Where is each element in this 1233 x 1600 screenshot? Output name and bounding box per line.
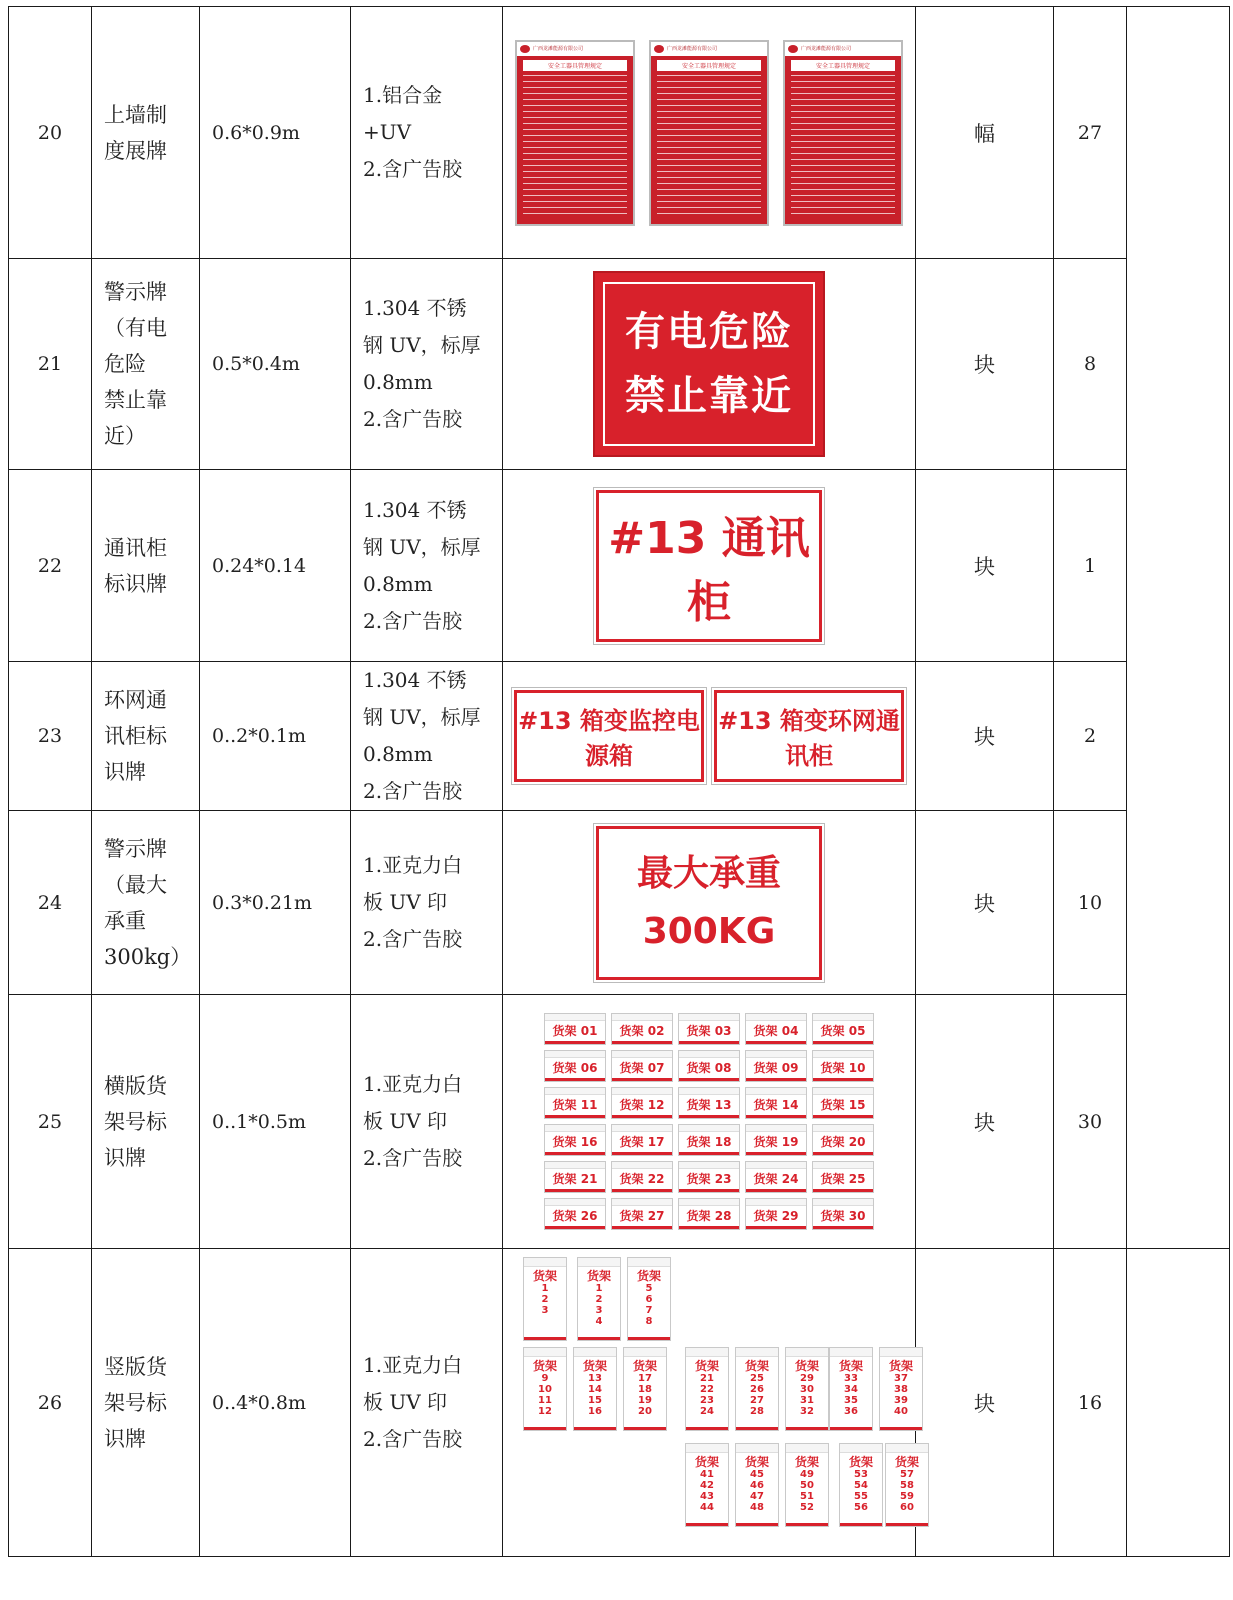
- item-material: 1.亚克力白 板 UV 印 2.含广告胶: [351, 995, 503, 1249]
- company-logo-icon: [520, 45, 530, 53]
- shelf-label: 货架 02: [611, 1013, 673, 1045]
- item-image: [503, 1249, 919, 1557]
- regulation-panel: 广西龙滩能源有限公司 安全工器具管理规定: [515, 40, 635, 226]
- shelf-label: 货架 27: [611, 1198, 673, 1230]
- shelf-label: 货架 04: [745, 1013, 807, 1045]
- regulation-panel: 广西龙滩能源有限公司 安全工器具管理规定: [649, 40, 769, 226]
- warning-plate-electric: 有电危险 禁止靠近: [593, 271, 825, 457]
- shelf-label: 货架 23: [678, 1161, 740, 1193]
- item-name: 横版货 架号标 识牌: [92, 995, 200, 1249]
- row-number: 26: [9, 1249, 92, 1557]
- item-name: 环网通 讯柜标 识牌: [92, 662, 200, 811]
- item-quantity: 27: [1054, 7, 1127, 259]
- item-image: [503, 470, 916, 662]
- shelf-label: 货架 07: [611, 1050, 673, 1082]
- shelf-label: 货架 15: [812, 1087, 874, 1119]
- shelf-label: 货架 25: [812, 1161, 874, 1193]
- shelf-label: 货架 17: [611, 1124, 673, 1156]
- box-ring-network-plate: #13 箱变环网通讯柜: [714, 690, 904, 782]
- item-image: [503, 995, 916, 1249]
- shelf-label: 货架 29: [745, 1198, 807, 1230]
- vertical-shelf-sign: 货架 57 58 59 60: [885, 1443, 929, 1527]
- row-number: 25: [9, 995, 92, 1249]
- vertical-shelf-sign: 货架 9 10 11 12: [523, 1347, 567, 1431]
- item-unit: 块: [916, 662, 1054, 811]
- row-number: 24: [9, 811, 92, 995]
- shelf-label: 货架 14: [745, 1087, 807, 1119]
- item-image: [503, 7, 916, 259]
- item-size: 0.5*0.4m: [200, 259, 351, 470]
- item-unit: 块: [916, 811, 1054, 995]
- item-unit: 块: [916, 259, 1054, 470]
- shelf-label: 货架 28: [678, 1198, 740, 1230]
- table-row: [9, 662, 1230, 811]
- shelf-label: 货架 19: [745, 1124, 807, 1156]
- shelf-label: 货架 26: [544, 1198, 606, 1230]
- shelf-label: 货架 20: [812, 1124, 874, 1156]
- regulation-panel: 广西龙滩能源有限公司 安全工器具管理规定: [783, 40, 903, 226]
- vertical-shelf-sign: 货架 1 2 3: [523, 1257, 567, 1341]
- shelf-label: 货架 05: [812, 1013, 874, 1045]
- item-image: [503, 259, 916, 470]
- item-image: [503, 811, 916, 995]
- vertical-shelf-sign: 货架 17 18 19 20: [623, 1347, 667, 1431]
- vertical-shelf-sign: 货架 49 50 51 52: [785, 1443, 829, 1527]
- shelf-label: 货架 12: [611, 1087, 673, 1119]
- max-load-plate: 最大承重 300KG: [596, 826, 822, 980]
- vertical-shelf-sign: 货架 37 38 39 40: [879, 1347, 923, 1431]
- table-row: [9, 995, 1230, 1249]
- shelf-label: 货架 13: [678, 1087, 740, 1119]
- shelf-label: 货架 06: [544, 1050, 606, 1082]
- vertical-shelf-signs: [503, 1253, 919, 1553]
- row-number: 21: [9, 259, 92, 470]
- row-number: 22: [9, 470, 92, 662]
- item-unit: 幅: [916, 7, 1054, 259]
- item-name: 上墙制 度展牌: [92, 7, 200, 259]
- item-quantity: 16: [1054, 1249, 1127, 1557]
- item-material: 1.亚克力白 板 UV 印 2.含广告胶: [351, 811, 503, 995]
- item-size: 0..4*0.8m: [200, 1249, 351, 1557]
- vertical-shelf-sign: 货架 29 30 31 32: [785, 1347, 829, 1431]
- remarks-cell: [1127, 7, 1230, 1249]
- shelf-label: 货架 01: [544, 1013, 606, 1045]
- item-size: 0..2*0.1m: [200, 662, 351, 811]
- item-size: 0..1*0.5m: [200, 995, 351, 1249]
- item-material: 1.亚克力白 板 UV 印 2.含广告胶: [351, 1249, 503, 1557]
- vertical-shelf-sign: 货架 41 42 43 44: [685, 1443, 729, 1527]
- item-name: 警示牌 （最大 承重 300kg）: [92, 811, 200, 995]
- table-row: [9, 259, 1230, 470]
- company-logo-icon: [788, 45, 798, 53]
- item-name: 竖版货 架号标 识牌: [92, 1249, 200, 1557]
- shelf-label: 货架 24: [745, 1161, 807, 1193]
- company-logo-icon: [654, 45, 664, 53]
- item-quantity: 10: [1054, 811, 1127, 995]
- vertical-shelf-sign: 货架 33 34 35 36: [829, 1347, 873, 1431]
- item-quantity: 30: [1054, 995, 1127, 1249]
- remarks-cell: [1127, 1249, 1230, 1557]
- shelf-label: 货架 21: [544, 1161, 606, 1193]
- item-quantity: 1: [1054, 470, 1127, 662]
- box-monitor-plate: #13 箱变监控电源箱: [514, 690, 704, 782]
- vertical-shelf-sign: 货架 53 54 55 56: [839, 1443, 883, 1527]
- item-material: 1.304 不锈 钢 UV，标厚 0.8mm 2.含广告胶: [351, 259, 503, 470]
- shelf-label: 货架 09: [745, 1050, 807, 1082]
- item-quantity: 8: [1054, 259, 1127, 470]
- shelf-label: 货架 30: [812, 1198, 874, 1230]
- vertical-shelf-sign: 货架 21 22 23 24: [685, 1347, 729, 1431]
- comm-cabinet-plate: #13 通讯柜: [596, 490, 822, 642]
- item-image: [503, 662, 916, 811]
- shelf-label: 货架 16: [544, 1124, 606, 1156]
- shelf-label: 货架 10: [812, 1050, 874, 1082]
- vertical-shelf-sign: 货架 45 46 47 48: [735, 1443, 779, 1527]
- table-row: [9, 470, 1230, 662]
- table-row: [9, 7, 1230, 259]
- shelf-label: 货架 08: [678, 1050, 740, 1082]
- spec-table: [8, 6, 1230, 1557]
- item-size: 0.3*0.21m: [200, 811, 351, 995]
- item-material: 1.铝合金 +UV 2.含广告胶: [351, 7, 503, 259]
- item-name: 通讯柜 标识牌: [92, 470, 200, 662]
- item-quantity: 2: [1054, 662, 1127, 811]
- item-size: 0.6*0.9m: [200, 7, 351, 259]
- item-name: 警示牌 （有电 危险 禁止靠 近）: [92, 259, 200, 470]
- shelf-label: 货架 22: [611, 1161, 673, 1193]
- table-row: [9, 1249, 1230, 1557]
- item-unit: 块: [916, 1249, 1054, 1557]
- row-number: 23: [9, 662, 92, 811]
- item-unit: 块: [916, 995, 1054, 1249]
- item-size: 0.24*0.14: [200, 470, 351, 662]
- item-unit: 块: [916, 470, 1054, 662]
- row-number: 20: [9, 7, 92, 259]
- shelf-label: 货架 18: [678, 1124, 740, 1156]
- item-material: 1.304 不锈 钢 UV，标厚 0.8mm 2.含广告胶: [351, 470, 503, 662]
- shelf-label: 货架 11: [544, 1087, 606, 1119]
- shelf-label: 货架 03: [678, 1013, 740, 1045]
- vertical-shelf-sign: 货架 5 6 7 8: [627, 1257, 671, 1341]
- shelf-label-grid: [503, 1013, 915, 1230]
- item-material: 1.304 不锈 钢 UV，标厚 0.8mm 2.含广告胶: [351, 662, 503, 811]
- vertical-shelf-sign: 货架 1 2 3 4: [577, 1257, 621, 1341]
- table-row: [9, 811, 1230, 995]
- vertical-shelf-sign: 货架 13 14 15 16: [573, 1347, 617, 1431]
- vertical-shelf-sign: 货架 25 26 27 28: [735, 1347, 779, 1431]
